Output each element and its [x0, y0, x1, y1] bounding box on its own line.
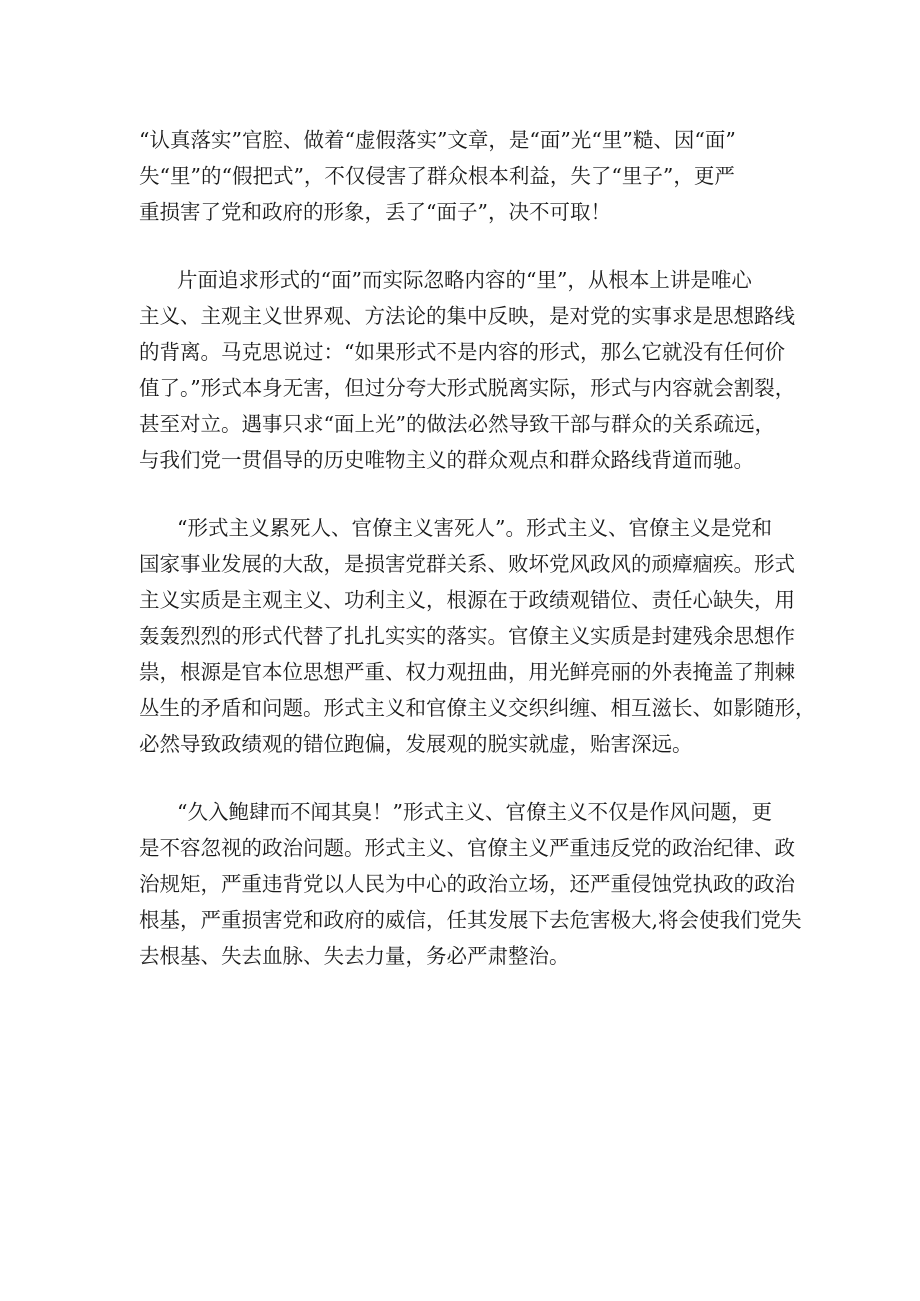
paragraph-line: 丛生的矛盾和问题。形式主义和官僚主义交织纠缠、相互滋长、如影随形， [139, 696, 816, 720]
paragraph-line: 片面追求形式的“面”而实际忽略内容的“里”，从根本上讲是唯心 [177, 268, 752, 292]
paragraph-line: 祟，根源是官本位思想严重、权力观扭曲，用光鲜亮丽的外表掩盖了荆棘 [139, 660, 795, 684]
paragraph-gap [139, 478, 799, 510]
paragraph-line: 治规矩，严重违背党以人民为中心的政治立场，还严重侵蚀党执政的政治 [139, 872, 795, 896]
paragraph-line: 是不容忽视的政治问题。形式主义、官僚主义严重违反党的政治纪律、政 [139, 836, 795, 860]
document-body [139, 122, 816, 974]
paragraph-line: 轰轰烈烈的形式代替了扎扎实实的落实。官僚主义实质是封建残余思想作 [139, 624, 795, 648]
paragraph-1 [139, 122, 799, 230]
paragraph-line: “认真落实”官腔、做着“虚假落实”文章，是“面”光“里”糙、因“面” [139, 128, 736, 152]
paragraph-line: 与我们党一贯倡导的历史唯物主义的群众观点和群众路线背道而驰。 [139, 448, 754, 472]
paragraph-line: 主义、主观主义世界观、方法论的集中反映，是对党的实事求是思想路线 [139, 304, 795, 328]
paragraph-line: 的背离。马克思说过：“如果形式不是内容的形式，那么它就没有任何价 [139, 340, 785, 364]
paragraph-3 [139, 510, 816, 762]
paragraph-line: 去根基、失去血脉、失去力量，务必严肃整治。 [139, 944, 570, 968]
paragraph-2 [139, 262, 799, 478]
paragraph-line: 值了。”形式本身无害，但过分夸大形式脱离实际，形式与内容就会割裂， [139, 376, 796, 400]
paragraph-gap [139, 762, 799, 794]
paragraph-line: “形式主义累死人、官僚主义害死人”。形式主义、官僚主义是党和 [177, 516, 772, 540]
paragraph-gap [139, 230, 799, 262]
paragraph-4 [139, 794, 802, 974]
paragraph-line: 根基，严重损害党和政府的威信，任其发展下去危害极大,将会使我们党失 [139, 908, 802, 932]
paragraph-line: 主义实质是主观主义、功利主义，根源在于政绩观错位、责任心缺失，用 [139, 588, 795, 612]
paragraph-line: 国家事业发展的大敌，是损害党群关系、败坏党风政风的顽瘴痼疾。形式 [139, 552, 795, 576]
paragraph-line: 必然导致政绩观的错位跑偏，发展观的脱实就虚，贻害深远。 [139, 732, 693, 756]
paragraph-line: 甚至对立。遇事只求“面上光”的做法必然导致干部与群众的关系疏远， [139, 412, 775, 436]
paragraph-line: 失“里”的“假把式”，不仅侵害了群众根本利益，失了“里子”，更严 [139, 164, 735, 188]
paragraph-line: “久入鲍肆而不闻其臭！”形式主义、官僚主义不仅是作风问题，更 [177, 800, 772, 824]
paragraph-line: 重损害了党和政府的形象，丢了“面子”，决不可取！ [139, 200, 611, 224]
